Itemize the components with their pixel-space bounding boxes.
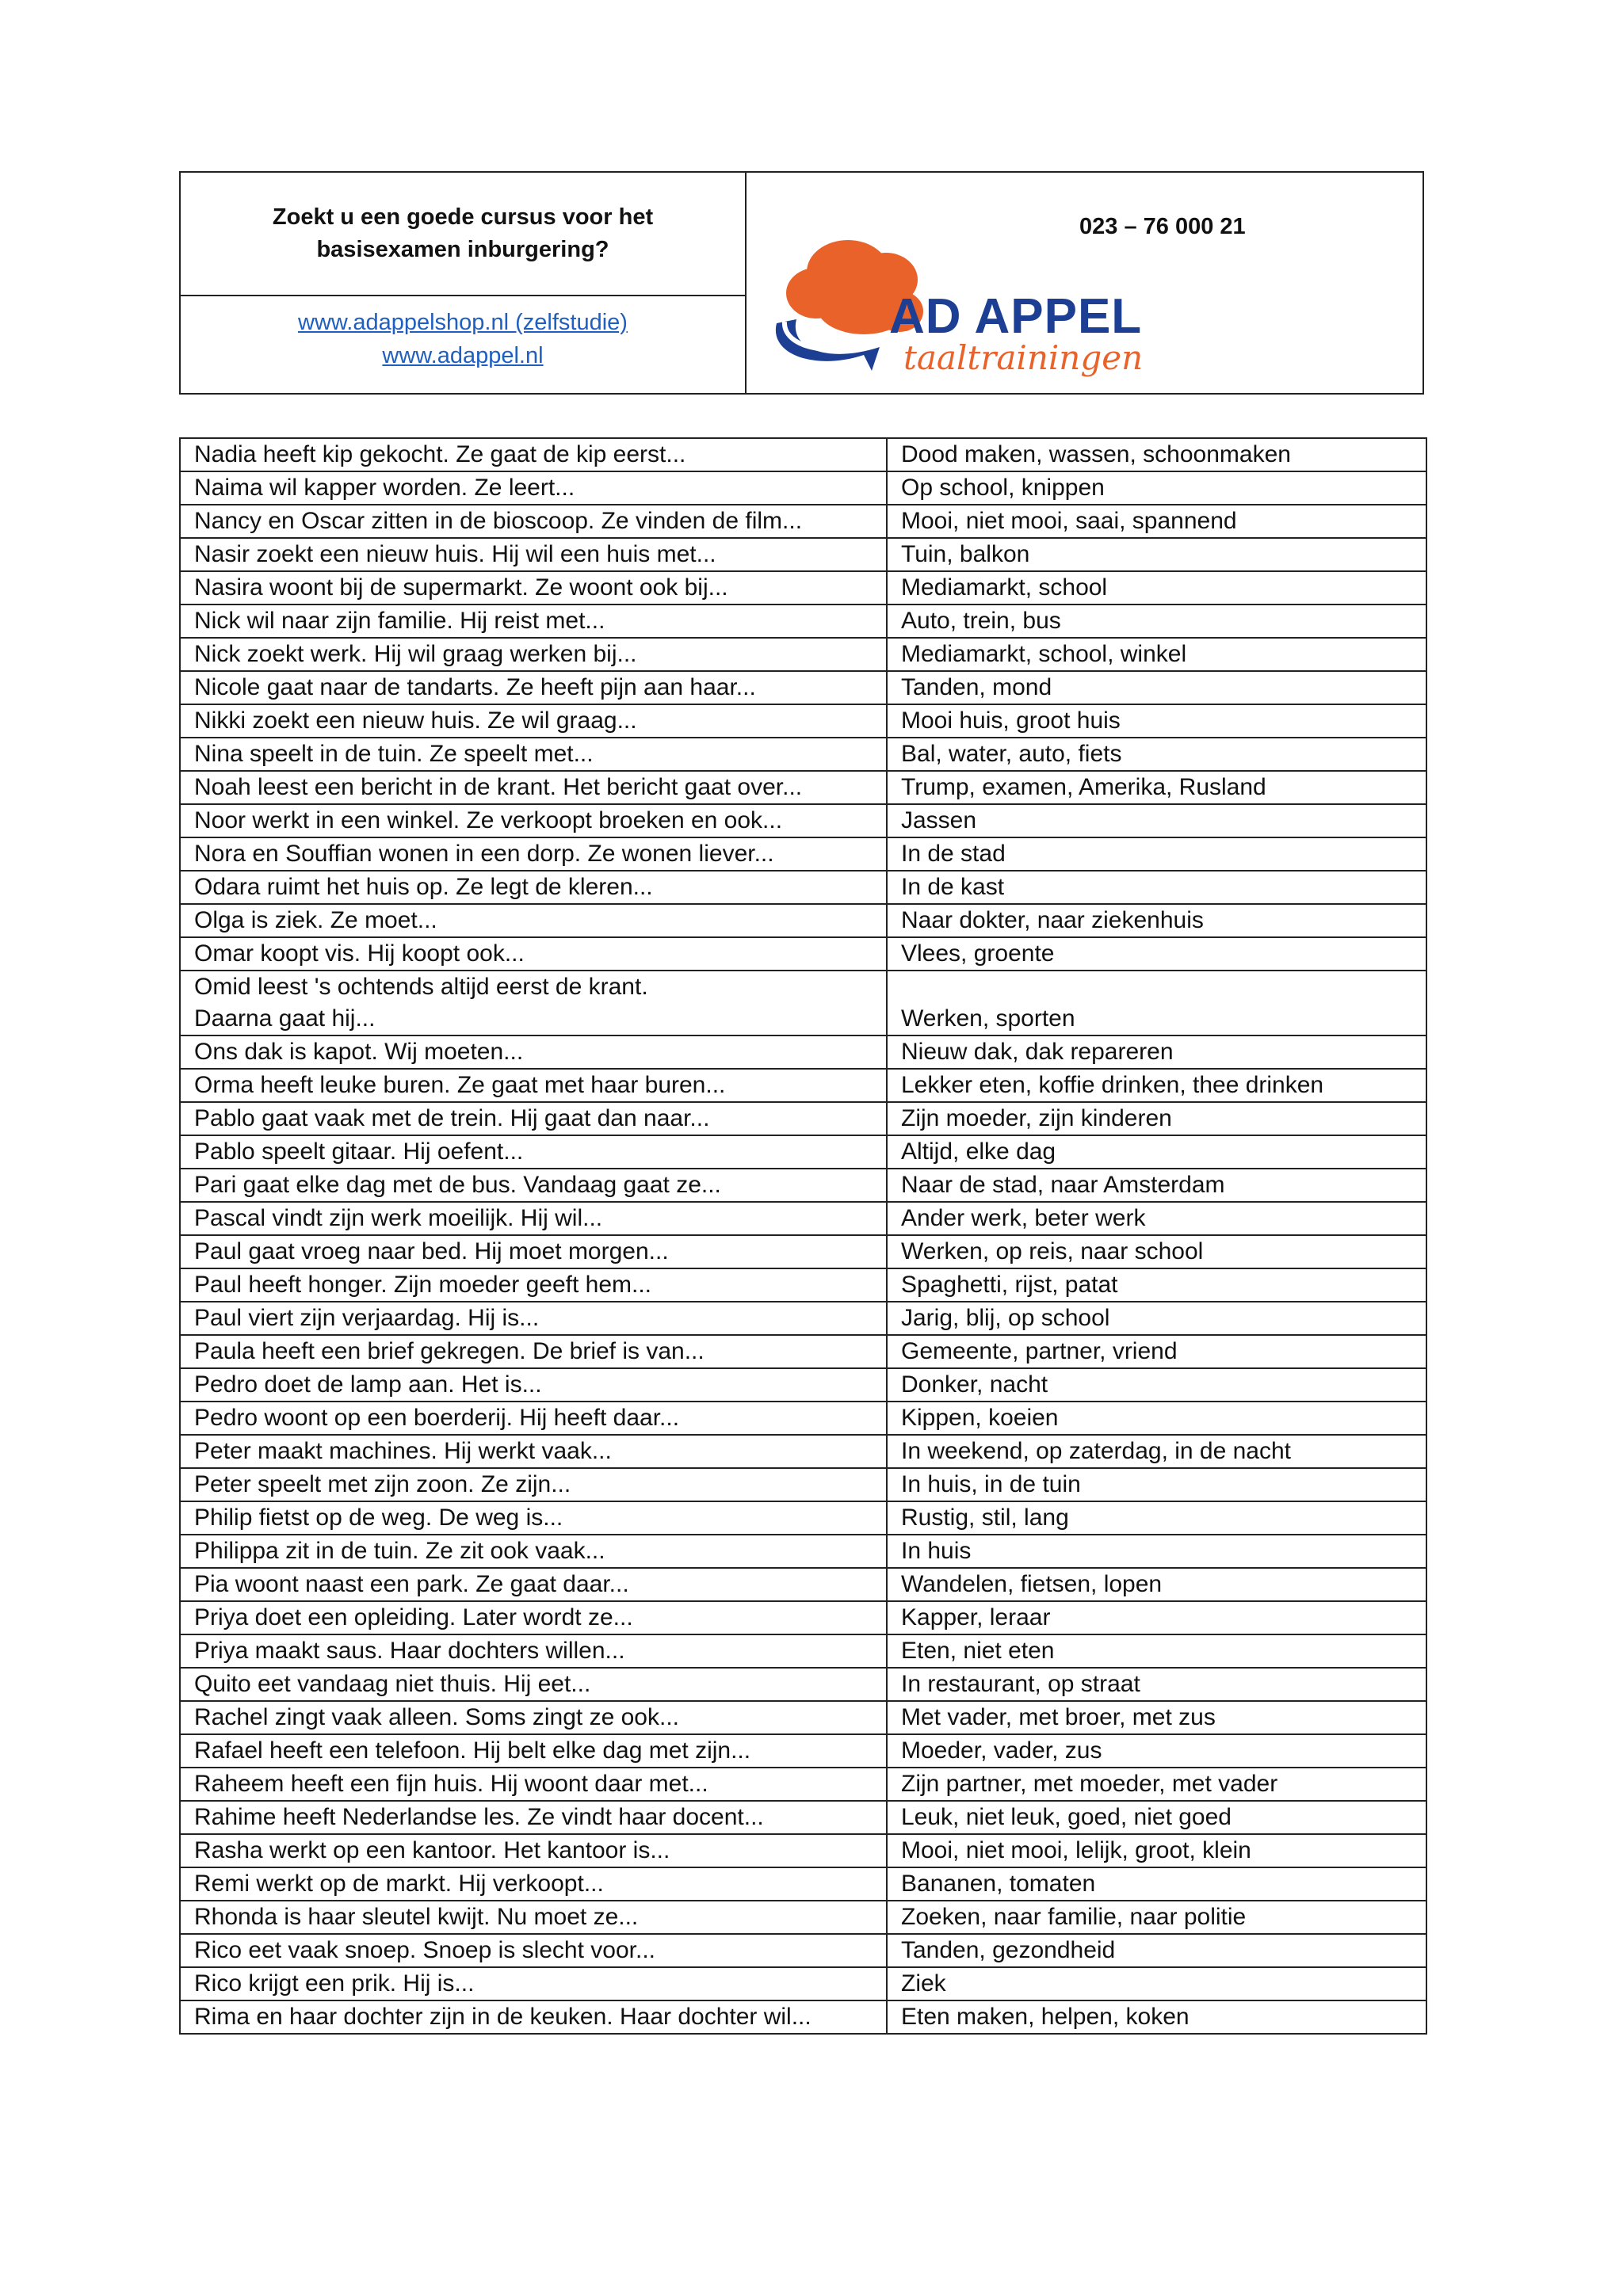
sentence-text: Olga is ziek. Ze moet... bbox=[194, 907, 437, 933]
answer-cell bbox=[887, 1801, 1426, 1834]
answer-text: Spaghetti, rijst, patat bbox=[901, 1272, 1118, 1298]
sentence-cell bbox=[180, 1934, 887, 1967]
answer-cell bbox=[887, 1768, 1426, 1801]
answer-cell bbox=[887, 1302, 1426, 1335]
table-row bbox=[180, 1235, 1426, 1268]
sentence-cell bbox=[180, 1335, 887, 1368]
answer-text: Tanden, gezondheid bbox=[901, 1937, 1116, 1963]
table-row bbox=[180, 1268, 1426, 1302]
answer-cell bbox=[887, 1535, 1426, 1568]
sentence-cell bbox=[180, 471, 887, 505]
sentence-cell bbox=[180, 1235, 887, 1268]
sentence-text: Pablo speelt gitaar. Hij oefent... bbox=[194, 1138, 524, 1165]
sentence-text: Pascal vindt zijn werk moeilijk. Hij wil... bbox=[194, 1205, 603, 1231]
sentence-text: Raheem heeft een fijn huis. Hij woont daar met... bbox=[194, 1771, 708, 1797]
sentence-text: Noah leest een bericht in de krant. Het bericht gaat over... bbox=[194, 774, 803, 800]
table-row bbox=[180, 771, 1426, 804]
sentence-cell bbox=[180, 738, 887, 771]
answer-text: Tanden, mond bbox=[901, 674, 1052, 700]
header-box bbox=[179, 171, 1424, 395]
answer-cell bbox=[887, 1268, 1426, 1302]
sentence-cell bbox=[180, 1102, 887, 1135]
promo-cell bbox=[181, 173, 745, 296]
answer-text: In de kast bbox=[901, 874, 1005, 900]
table-row bbox=[180, 1634, 1426, 1668]
answer-text: Mooi, niet mooi, saai, spannend bbox=[901, 508, 1237, 534]
answer-text: Tuin, balkon bbox=[901, 541, 1030, 567]
answer-cell bbox=[887, 971, 1426, 1035]
sentence-text: Pedro woont op een boerderij. Hij heeft daar... bbox=[194, 1405, 680, 1431]
sentence-cell bbox=[180, 1069, 887, 1102]
answer-cell bbox=[887, 1867, 1426, 1901]
sentence-cell bbox=[180, 804, 887, 837]
answer-text: Altijd, elke dag bbox=[901, 1138, 1056, 1165]
sentence-text: Nikki zoekt een nieuw huis. Ze wil graag... bbox=[194, 707, 637, 734]
sentence-text: Peter speelt met zijn zoon. Ze zijn... bbox=[194, 1471, 571, 1497]
website-link[interactable]: www.adappel.nl bbox=[382, 343, 544, 368]
sentence-cell bbox=[180, 1801, 887, 1834]
logo-title: AD APPEL bbox=[889, 289, 1143, 344]
sentence-text: Nasir zoekt een nieuw huis. Hij wil een huis met... bbox=[194, 541, 716, 567]
sentence-text: Paul heeft honger. Zijn moeder geeft hem... bbox=[194, 1272, 652, 1298]
table-row bbox=[180, 1967, 1426, 2000]
sentence-cell bbox=[180, 1901, 887, 1934]
sentence-text: Orma heeft leuke buren. Ze gaat met haar buren... bbox=[194, 1072, 726, 1098]
sentence-text: Nicole gaat naar de tandarts. Ze heeft pijn aan haar... bbox=[194, 674, 756, 700]
sentence-text: Ons dak is kapot. Wij moeten... bbox=[194, 1039, 524, 1065]
table-row bbox=[180, 1169, 1426, 1202]
answer-text: In huis bbox=[901, 1538, 972, 1564]
links-cell bbox=[181, 296, 745, 393]
table-row bbox=[180, 505, 1426, 538]
ad-appel-logo bbox=[753, 236, 1197, 379]
sentence-text: Rico krijgt een prik. Hij is... bbox=[194, 1970, 475, 1997]
answer-cell bbox=[887, 1634, 1426, 1668]
sentence-cell bbox=[180, 704, 887, 738]
sentence-cell bbox=[180, 904, 887, 937]
table-row bbox=[180, 937, 1426, 971]
answer-cell bbox=[887, 1468, 1426, 1501]
header-right-column bbox=[747, 173, 1423, 393]
answer-text: Mooi huis, groot huis bbox=[901, 707, 1121, 734]
table-row bbox=[180, 704, 1426, 738]
answer-text: Ziek bbox=[901, 1970, 946, 1997]
answer-cell bbox=[887, 837, 1426, 871]
sentence-text: Pablo gaat vaak met de trein. Hij gaat dan naar... bbox=[194, 1105, 710, 1131]
sentence-cell bbox=[180, 1302, 887, 1335]
answer-text: Naar de stad, naar Amsterdam bbox=[901, 1172, 1225, 1198]
sentence-cell bbox=[180, 837, 887, 871]
answer-cell bbox=[887, 771, 1426, 804]
table-row bbox=[180, 1768, 1426, 1801]
phone-number: 023 – 76 000 21 bbox=[1079, 214, 1246, 239]
sentence-text: Paul viert zijn verjaardag. Hij is... bbox=[194, 1305, 540, 1331]
answer-cell bbox=[887, 804, 1426, 837]
answer-text: Werken, sporten bbox=[901, 1005, 1075, 1032]
answer-cell bbox=[887, 571, 1426, 605]
sentence-cell bbox=[180, 671, 887, 704]
answer-text: In huis, in de tuin bbox=[901, 1471, 1081, 1497]
sentence-cell bbox=[180, 1867, 887, 1901]
answer-cell bbox=[887, 1601, 1426, 1634]
answer-cell bbox=[887, 1901, 1426, 1934]
table-row bbox=[180, 1734, 1426, 1768]
sentence-text: Philippa zit in de tuin. Ze zit ook vaak... bbox=[194, 1538, 605, 1564]
sentence-text: Nina speelt in de tuin. Ze speelt met... bbox=[194, 741, 594, 767]
answer-text: Zijn partner, met moeder, met vader bbox=[901, 1771, 1278, 1797]
answer-text: Jarig, blij, op school bbox=[901, 1305, 1110, 1331]
answer-cell bbox=[887, 1335, 1426, 1368]
table-row bbox=[180, 1601, 1426, 1634]
answer-text: Wandelen, fietsen, lopen bbox=[901, 1571, 1163, 1597]
sentence-cell bbox=[180, 1402, 887, 1435]
sentence-cell bbox=[180, 1768, 887, 1801]
answer-text: Jassen bbox=[901, 807, 977, 833]
sentence-text: Noor werkt in een winkel. Ze verkoopt broeken en ook... bbox=[194, 807, 783, 833]
table-row bbox=[180, 538, 1426, 571]
sentence-text-line-2: Daarna gaat hij... bbox=[194, 1005, 376, 1032]
answer-text: Eten maken, helpen, koken bbox=[901, 2004, 1190, 2030]
answer-cell bbox=[887, 471, 1426, 505]
table-row bbox=[180, 1102, 1426, 1135]
sentence-cell bbox=[180, 1634, 887, 1668]
sentence-text: Paul gaat vroeg naar bed. Hij moet morgen... bbox=[194, 1238, 669, 1264]
sentence-cell bbox=[180, 2000, 887, 2034]
answer-cell bbox=[887, 704, 1426, 738]
answer-cell bbox=[887, 937, 1426, 971]
answer-cell bbox=[887, 1035, 1426, 1069]
sentence-text: Rhonda is haar sleutel kwijt. Nu moet ze... bbox=[194, 1904, 639, 1930]
answer-text: Werken, op reis, naar school bbox=[901, 1238, 1204, 1264]
answer-text: Auto, trein, bus bbox=[901, 608, 1061, 634]
answer-cell bbox=[887, 538, 1426, 571]
sentence-text: Remi werkt op de markt. Hij verkoopt... bbox=[194, 1871, 604, 1897]
sentence-text: Pari gaat elke dag met de bus. Vandaag gaat ze... bbox=[194, 1172, 721, 1198]
table-row bbox=[180, 1668, 1426, 1701]
answer-text: Bananen, tomaten bbox=[901, 1871, 1096, 1897]
promo-line-1: Zoekt u een goede cursus voor het bbox=[272, 204, 654, 230]
table-row bbox=[180, 638, 1426, 671]
answer-text: Zoeken, naar familie, naar politie bbox=[901, 1904, 1247, 1930]
sentence-text: Priya maakt saus. Haar dochters willen... bbox=[194, 1638, 625, 1664]
sentence-cell bbox=[180, 1535, 887, 1568]
exercise-table-body bbox=[180, 438, 1426, 2034]
table-row bbox=[180, 2000, 1426, 2034]
table-row bbox=[180, 438, 1426, 471]
answer-text: Ander werk, beter werk bbox=[901, 1205, 1146, 1231]
sentence-text: Rasha werkt op een kantoor. Het kantoor is... bbox=[194, 1837, 670, 1863]
table-row bbox=[180, 1934, 1426, 1967]
table-row bbox=[180, 671, 1426, 704]
table-row bbox=[180, 1568, 1426, 1601]
table-row bbox=[180, 1135, 1426, 1169]
answer-cell bbox=[887, 1435, 1426, 1468]
table-row bbox=[180, 1501, 1426, 1535]
sentence-text: Naima wil kapper worden. Ze leert... bbox=[194, 475, 575, 501]
shop-link[interactable]: www.adappelshop.nl (zelfstudie) bbox=[298, 310, 628, 335]
sentence-cell bbox=[180, 871, 887, 904]
answer-text: Moeder, vader, zus bbox=[901, 1737, 1102, 1764]
answer-cell bbox=[887, 1568, 1426, 1601]
sentence-text: Rahime heeft Nederlandse les. Ze vindt haar docent... bbox=[194, 1804, 764, 1830]
sentence-cell bbox=[180, 571, 887, 605]
sentence-text: Omar koopt vis. Hij koopt ook... bbox=[194, 940, 525, 967]
sentence-cell bbox=[180, 605, 887, 638]
sentence-cell bbox=[180, 1035, 887, 1069]
sentence-text: Paula heeft een brief gekregen. De brief is van... bbox=[194, 1338, 705, 1364]
sentence-cell bbox=[180, 937, 887, 971]
sentence-cell bbox=[180, 1568, 887, 1601]
sentence-cell bbox=[180, 771, 887, 804]
sentence-text: Nancy en Oscar zitten in de bioscoop. Ze vinden de film... bbox=[194, 508, 803, 534]
sentence-cell bbox=[180, 1202, 887, 1235]
answer-cell bbox=[887, 505, 1426, 538]
answer-cell bbox=[887, 1169, 1426, 1202]
sentence-cell bbox=[180, 1501, 887, 1535]
answer-text: Zijn moeder, zijn kinderen bbox=[901, 1105, 1172, 1131]
table-row bbox=[180, 1402, 1426, 1435]
answer-text: Gemeente, partner, vriend bbox=[901, 1338, 1178, 1364]
sentence-text: Nadia heeft kip gekocht. Ze gaat de kip eerst... bbox=[194, 441, 686, 467]
answer-text: Donker, nacht bbox=[901, 1371, 1048, 1398]
promo-line-2: basisexamen inburgering? bbox=[316, 237, 609, 262]
answer-cell bbox=[887, 1235, 1426, 1268]
sentence-cell bbox=[180, 1967, 887, 2000]
sentence-cell bbox=[180, 438, 887, 471]
answer-text: Kippen, koeien bbox=[901, 1405, 1059, 1431]
sentence-text: Odara ruimt het huis op. Ze legt de kleren... bbox=[194, 874, 653, 900]
sentence-text: Quito eet vandaag niet thuis. Hij eet... bbox=[194, 1671, 591, 1697]
sentence-text: Rachel zingt vaak alleen. Soms zingt ze ook... bbox=[194, 1704, 679, 1730]
answer-text: Op school, knippen bbox=[901, 475, 1105, 501]
sentence-text: Rico eet vaak snoep. Snoep is slecht voor... bbox=[194, 1937, 655, 1963]
sentence-cell bbox=[180, 1834, 887, 1867]
table-row bbox=[180, 804, 1426, 837]
table-row bbox=[180, 1335, 1426, 1368]
answer-cell bbox=[887, 1668, 1426, 1701]
answer-cell bbox=[887, 2000, 1426, 2034]
sentence-cell bbox=[180, 1701, 887, 1734]
sentence-cell bbox=[180, 1601, 887, 1634]
header-left-column bbox=[181, 173, 747, 393]
exercise-table bbox=[179, 437, 1427, 2035]
sentence-cell bbox=[180, 1368, 887, 1402]
answer-cell bbox=[887, 1102, 1426, 1135]
table-row bbox=[180, 1901, 1426, 1934]
answer-cell bbox=[887, 1501, 1426, 1535]
table-row bbox=[180, 1069, 1426, 1102]
table-row bbox=[180, 871, 1426, 904]
sentence-text: Philip fietst op de weg. De weg is... bbox=[194, 1505, 563, 1531]
answer-cell bbox=[887, 1368, 1426, 1402]
table-row bbox=[180, 1368, 1426, 1402]
answer-cell bbox=[887, 1135, 1426, 1169]
answer-text: Eten, niet eten bbox=[901, 1638, 1055, 1664]
sentence-cell bbox=[180, 505, 887, 538]
table-row bbox=[180, 837, 1426, 871]
answer-cell bbox=[887, 1402, 1426, 1435]
answer-text: In de stad bbox=[901, 841, 1006, 867]
sentence-text: Nick wil naar zijn familie. Hij reist met... bbox=[194, 608, 605, 634]
table-row bbox=[180, 1535, 1426, 1568]
answer-text: In restaurant, op straat bbox=[901, 1671, 1140, 1697]
table-row bbox=[180, 738, 1426, 771]
sentence-cell bbox=[180, 638, 887, 671]
answer-cell bbox=[887, 904, 1426, 937]
answer-text: Lekker eten, koffie drinken, thee drinken bbox=[901, 1072, 1324, 1098]
answer-cell bbox=[887, 671, 1426, 704]
sentence-text: Rafael heeft een telefoon. Hij belt elke dag met zijn... bbox=[194, 1737, 751, 1764]
answer-cell bbox=[887, 1701, 1426, 1734]
sentence-cell bbox=[180, 971, 887, 1035]
sentence-text: Nora en Souffian wonen in een dorp. Ze wonen liever... bbox=[194, 841, 774, 867]
sentence-text: Priya doet een opleiding. Later wordt ze... bbox=[194, 1604, 633, 1630]
sentence-cell bbox=[180, 1468, 887, 1501]
table-row bbox=[180, 1834, 1426, 1867]
sentence-cell bbox=[180, 1169, 887, 1202]
table-row bbox=[180, 904, 1426, 937]
answer-cell bbox=[887, 871, 1426, 904]
answer-text: Kapper, leraar bbox=[901, 1604, 1051, 1630]
answer-text: Trump, examen, Amerika, Rusland bbox=[901, 774, 1266, 800]
answer-cell bbox=[887, 1202, 1426, 1235]
answer-cell bbox=[887, 1069, 1426, 1102]
sentence-text: Nick zoekt werk. Hij wil graag werken bij... bbox=[194, 641, 637, 667]
table-row bbox=[180, 1035, 1426, 1069]
answer-cell bbox=[887, 1834, 1426, 1867]
sentence-cell bbox=[180, 1268, 887, 1302]
sentence-cell bbox=[180, 1668, 887, 1701]
sentence-text: Rima en haar dochter zijn in de keuken. Haar dochter wil... bbox=[194, 2004, 812, 2030]
answer-cell bbox=[887, 638, 1426, 671]
table-row bbox=[180, 1701, 1426, 1734]
table-row bbox=[180, 971, 1426, 1035]
answer-cell bbox=[887, 1967, 1426, 2000]
logo-subtitle: taaltrainingen bbox=[903, 338, 1144, 377]
answer-text: Bal, water, auto, fiets bbox=[901, 741, 1122, 767]
table-row bbox=[180, 471, 1426, 505]
answer-text: Mediamarkt, school bbox=[901, 574, 1108, 601]
table-row bbox=[180, 1867, 1426, 1901]
sentence-cell bbox=[180, 1135, 887, 1169]
answer-cell bbox=[887, 605, 1426, 638]
table-row bbox=[180, 1435, 1426, 1468]
answer-cell bbox=[887, 738, 1426, 771]
table-row bbox=[180, 1801, 1426, 1834]
sentence-text: Pedro doet de lamp aan. Het is... bbox=[194, 1371, 542, 1398]
sentence-cell bbox=[180, 1734, 887, 1768]
sentence-cell bbox=[180, 538, 887, 571]
answer-text: Mediamarkt, school, winkel bbox=[901, 641, 1187, 667]
answer-cell bbox=[887, 1934, 1426, 1967]
answer-text: Rustig, stil, lang bbox=[901, 1505, 1069, 1531]
answer-text: Mooi, niet mooi, lelijk, groot, klein bbox=[901, 1837, 1251, 1863]
answer-text: Nieuw dak, dak repareren bbox=[901, 1039, 1174, 1065]
sentence-text: Pia woont naast een park. Ze gaat daar... bbox=[194, 1571, 629, 1597]
sentence-text: Peter maakt machines. Hij werkt vaak... bbox=[194, 1438, 612, 1464]
table-row bbox=[180, 1468, 1426, 1501]
answer-text: Leuk, niet leuk, goed, niet goed bbox=[901, 1804, 1232, 1830]
sentence-text: Omid leest 's ochtends altijd eerst de krant. bbox=[194, 974, 648, 1000]
answer-cell bbox=[887, 438, 1426, 471]
answer-cell bbox=[887, 1734, 1426, 1768]
sentence-cell bbox=[180, 1435, 887, 1468]
sentence-text: Nasira woont bij de supermarkt. Ze woont ook bij... bbox=[194, 574, 728, 601]
table-row bbox=[180, 1202, 1426, 1235]
table-row bbox=[180, 605, 1426, 638]
table-row bbox=[180, 1302, 1426, 1335]
answer-text: Met vader, met broer, met zus bbox=[901, 1704, 1216, 1730]
answer-text: Dood maken, wassen, schoonmaken bbox=[901, 441, 1291, 467]
answer-text: Vlees, groente bbox=[901, 940, 1055, 967]
answer-text: In weekend, op zaterdag, in de nacht bbox=[901, 1438, 1292, 1464]
answer-text: Naar dokter, naar ziekenhuis bbox=[901, 907, 1204, 933]
table-row bbox=[180, 571, 1426, 605]
